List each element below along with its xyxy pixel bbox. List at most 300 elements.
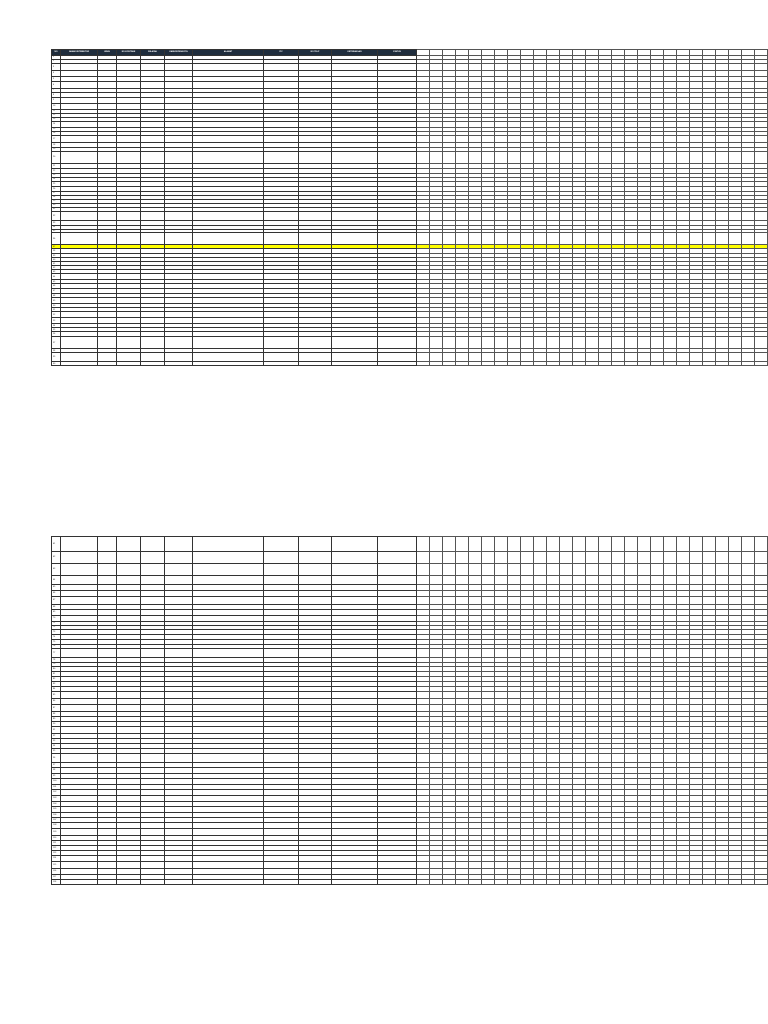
empty-cell bbox=[573, 212, 586, 221]
empty-cell bbox=[690, 649, 703, 658]
table-cell bbox=[141, 576, 165, 585]
table-cell bbox=[332, 152, 378, 164]
empty-cell bbox=[469, 576, 482, 585]
empty-cell bbox=[586, 880, 599, 885]
table-cell bbox=[378, 880, 417, 885]
empty-cell bbox=[664, 829, 677, 836]
empty-cell bbox=[482, 829, 495, 836]
empty-cell bbox=[508, 353, 521, 362]
empty-cell bbox=[430, 64, 443, 71]
table-cell bbox=[98, 705, 117, 712]
empty-cell bbox=[443, 362, 456, 366]
table-cell: 30 bbox=[52, 204, 61, 208]
empty-cell bbox=[664, 727, 677, 734]
empty-cell bbox=[508, 727, 521, 734]
empty-cell bbox=[625, 754, 638, 763]
empty-cell bbox=[534, 136, 547, 143]
table-cell: 27 bbox=[52, 192, 61, 196]
empty-cell bbox=[651, 829, 664, 836]
table-cell: 26 bbox=[52, 187, 61, 192]
empty-cell bbox=[482, 649, 495, 658]
table-row bbox=[52, 727, 768, 734]
empty-cell bbox=[456, 82, 469, 89]
empty-cell bbox=[586, 212, 599, 221]
empty-cell bbox=[547, 136, 560, 143]
empty-cell bbox=[703, 692, 716, 699]
table-cell: 32 bbox=[52, 212, 61, 221]
empty-cell bbox=[430, 337, 443, 349]
table-cell bbox=[117, 705, 141, 712]
spreadsheet-page-2 bbox=[51, 536, 719, 885]
empty-cell bbox=[716, 862, 729, 869]
empty-cell bbox=[430, 353, 443, 362]
empty-cell bbox=[638, 576, 651, 585]
table-cell: 108 bbox=[52, 823, 61, 829]
column-header: NAMA DISTRIBUTOR bbox=[61, 50, 98, 56]
empty-cell bbox=[586, 82, 599, 89]
empty-cell bbox=[534, 353, 547, 362]
empty-cell bbox=[534, 212, 547, 221]
table-cell: 80 bbox=[52, 667, 61, 672]
table-cell: 57 bbox=[52, 337, 61, 349]
empty-cell bbox=[677, 597, 690, 605]
empty-cell bbox=[625, 692, 638, 699]
table-cell bbox=[165, 727, 193, 734]
table-cell bbox=[141, 829, 165, 836]
empty-cell bbox=[443, 727, 456, 734]
table-cell bbox=[264, 362, 299, 366]
table-cell: 3 bbox=[52, 64, 61, 71]
empty-cell bbox=[508, 705, 521, 712]
empty-cell bbox=[521, 880, 534, 885]
empty-cell bbox=[495, 862, 508, 869]
empty-cell bbox=[508, 597, 521, 605]
table-cell bbox=[61, 362, 98, 366]
empty-cell bbox=[638, 727, 651, 734]
table-cell bbox=[141, 537, 165, 552]
empty-cell bbox=[651, 705, 664, 712]
table-cell bbox=[264, 649, 299, 658]
table-cell: 55 bbox=[52, 328, 61, 332]
empty-cell bbox=[703, 136, 716, 143]
table-cell bbox=[332, 880, 378, 885]
table-cell bbox=[141, 692, 165, 699]
empty-cell bbox=[521, 705, 534, 712]
table-cell: 62 bbox=[52, 552, 61, 564]
empty-cell bbox=[456, 152, 469, 164]
table-cell bbox=[264, 597, 299, 605]
empty-cell bbox=[469, 862, 482, 869]
empty-cell bbox=[586, 597, 599, 605]
empty-cell bbox=[482, 136, 495, 143]
distributor-table-2 bbox=[51, 536, 768, 885]
empty-cell bbox=[690, 576, 703, 585]
table-cell: 49 bbox=[52, 298, 61, 304]
table-cell bbox=[165, 564, 193, 576]
table-cell bbox=[165, 692, 193, 699]
table-cell: 1 bbox=[52, 56, 61, 60]
empty-cell bbox=[417, 212, 430, 221]
table-cell bbox=[378, 362, 417, 366]
empty-cell bbox=[638, 862, 651, 869]
table-cell: 42 bbox=[52, 266, 61, 270]
empty-cell bbox=[508, 564, 521, 576]
table-cell: 98 bbox=[52, 768, 61, 774]
table-cell bbox=[193, 337, 264, 349]
empty-cell bbox=[703, 552, 716, 564]
table-cell bbox=[165, 576, 193, 585]
empty-cell bbox=[534, 829, 547, 836]
empty-cell bbox=[677, 576, 690, 585]
table-cell: 8 bbox=[52, 93, 61, 98]
table-cell: 64 bbox=[52, 576, 61, 585]
table-cell: 90 bbox=[52, 722, 61, 727]
empty-cell bbox=[534, 649, 547, 658]
table-cell bbox=[165, 597, 193, 605]
empty-cell bbox=[755, 362, 768, 366]
table-cell bbox=[299, 353, 332, 362]
empty-cell bbox=[664, 705, 677, 712]
empty-cell bbox=[508, 64, 521, 71]
empty-cell bbox=[560, 136, 573, 143]
empty-cell bbox=[716, 537, 729, 552]
table-cell bbox=[332, 862, 378, 869]
table-cell: 25 bbox=[52, 182, 61, 187]
empty-cell bbox=[612, 880, 625, 885]
table-row bbox=[52, 64, 768, 71]
empty-cell bbox=[664, 564, 677, 576]
empty-cell bbox=[521, 64, 534, 71]
table-cell bbox=[378, 64, 417, 71]
table-cell bbox=[193, 64, 264, 71]
table-cell bbox=[299, 880, 332, 885]
empty-cell bbox=[573, 754, 586, 763]
table-cell bbox=[299, 597, 332, 605]
empty-cell bbox=[547, 537, 560, 552]
table-cell bbox=[61, 576, 98, 585]
empty-cell bbox=[443, 537, 456, 552]
empty-cell bbox=[703, 337, 716, 349]
empty-cell bbox=[651, 82, 664, 89]
empty-cell bbox=[521, 564, 534, 576]
empty-cell bbox=[651, 727, 664, 734]
table-cell: 72 bbox=[52, 626, 61, 630]
empty-cell bbox=[443, 82, 456, 89]
empty-cell bbox=[521, 727, 534, 734]
empty-cell bbox=[755, 829, 768, 836]
empty-cell bbox=[625, 862, 638, 869]
table-cell bbox=[332, 233, 378, 245]
table-cell bbox=[61, 233, 98, 245]
empty-cell bbox=[612, 705, 625, 712]
table-cell bbox=[61, 597, 98, 605]
empty-cell bbox=[703, 597, 716, 605]
empty-cell bbox=[443, 64, 456, 71]
table-cell bbox=[332, 576, 378, 585]
empty-cell bbox=[573, 862, 586, 869]
table-cell bbox=[165, 705, 193, 712]
table-cell: 23 bbox=[52, 174, 61, 178]
empty-cell bbox=[690, 552, 703, 564]
table-cell: 117 bbox=[52, 875, 61, 880]
table-cell: 5 bbox=[52, 77, 61, 82]
empty-cell bbox=[677, 552, 690, 564]
table-cell: 109 bbox=[52, 829, 61, 836]
empty-cell bbox=[599, 564, 612, 576]
table-cell: 73 bbox=[52, 630, 61, 635]
table-cell bbox=[98, 880, 117, 885]
empty-cell bbox=[742, 692, 755, 699]
empty-cell bbox=[560, 337, 573, 349]
empty-cell bbox=[573, 362, 586, 366]
empty-cell bbox=[599, 705, 612, 712]
empty-cell bbox=[625, 212, 638, 221]
empty-cell bbox=[482, 862, 495, 869]
empty-cell bbox=[469, 136, 482, 143]
empty-cell bbox=[651, 564, 664, 576]
empty-cell bbox=[534, 152, 547, 164]
empty-cell bbox=[677, 537, 690, 552]
empty-cell bbox=[469, 754, 482, 763]
empty-cell bbox=[599, 597, 612, 605]
empty-cell bbox=[677, 754, 690, 763]
empty-cell bbox=[664, 337, 677, 349]
empty-cell bbox=[703, 649, 716, 658]
table-cell bbox=[299, 829, 332, 836]
empty-cell bbox=[625, 64, 638, 71]
table-cell: 11 bbox=[52, 110, 61, 114]
empty-cell bbox=[664, 136, 677, 143]
table-cell bbox=[378, 649, 417, 658]
empty-cell bbox=[443, 136, 456, 143]
empty-cell bbox=[612, 862, 625, 869]
table-cell bbox=[165, 362, 193, 366]
empty-cell bbox=[625, 880, 638, 885]
empty-cell bbox=[534, 537, 547, 552]
empty-cell bbox=[651, 597, 664, 605]
table-cell bbox=[264, 754, 299, 763]
table-cell bbox=[141, 233, 165, 245]
empty-cell bbox=[547, 862, 560, 869]
table-row bbox=[52, 692, 768, 699]
empty-cell bbox=[469, 362, 482, 366]
column-header: ALAMAT bbox=[193, 50, 264, 56]
empty-cell bbox=[742, 82, 755, 89]
table-cell bbox=[98, 552, 117, 564]
empty-cell bbox=[755, 705, 768, 712]
empty-cell bbox=[547, 152, 560, 164]
table-cell: 51 bbox=[52, 308, 61, 312]
empty-cell bbox=[547, 64, 560, 71]
table-row bbox=[52, 353, 768, 362]
table-cell bbox=[141, 353, 165, 362]
empty-cell bbox=[690, 727, 703, 734]
table-cell: 34 bbox=[52, 226, 61, 230]
empty-cell bbox=[599, 362, 612, 366]
table-cell bbox=[264, 576, 299, 585]
empty-cell bbox=[482, 82, 495, 89]
table-cell: 75 bbox=[52, 640, 61, 645]
table-cell: 21 bbox=[52, 164, 61, 169]
empty-cell bbox=[482, 362, 495, 366]
empty-cell bbox=[625, 705, 638, 712]
empty-cell bbox=[729, 862, 742, 869]
empty-cell bbox=[430, 727, 443, 734]
empty-cell bbox=[547, 649, 560, 658]
empty-cell bbox=[690, 692, 703, 699]
empty-cell bbox=[625, 597, 638, 605]
empty-cell bbox=[586, 754, 599, 763]
table-cell: 20 bbox=[52, 152, 61, 164]
empty-cell bbox=[430, 152, 443, 164]
empty-cell bbox=[430, 136, 443, 143]
empty-cell bbox=[716, 152, 729, 164]
table-cell bbox=[165, 537, 193, 552]
empty-cell bbox=[625, 649, 638, 658]
empty-cell bbox=[456, 564, 469, 576]
table-cell: 67 bbox=[52, 597, 61, 605]
empty-cell bbox=[742, 564, 755, 576]
table-cell bbox=[378, 862, 417, 869]
table-cell: 71 bbox=[52, 622, 61, 626]
empty-cell bbox=[430, 564, 443, 576]
empty-cell bbox=[417, 362, 430, 366]
empty-cell bbox=[573, 727, 586, 734]
empty-cell bbox=[469, 82, 482, 89]
table-cell bbox=[378, 136, 417, 143]
empty-cell bbox=[430, 552, 443, 564]
empty-cell bbox=[664, 862, 677, 869]
table-cell bbox=[193, 82, 264, 89]
empty-cell bbox=[690, 136, 703, 143]
empty-cell bbox=[664, 649, 677, 658]
empty-cell bbox=[742, 576, 755, 585]
table-cell: 10 bbox=[52, 104, 61, 110]
empty-cell bbox=[716, 564, 729, 576]
table-cell bbox=[332, 82, 378, 89]
empty-cell bbox=[508, 152, 521, 164]
empty-cell bbox=[482, 705, 495, 712]
empty-cell bbox=[729, 754, 742, 763]
empty-cell bbox=[716, 597, 729, 605]
empty-cell bbox=[443, 597, 456, 605]
table-cell bbox=[378, 576, 417, 585]
empty-cell bbox=[430, 597, 443, 605]
empty-cell bbox=[573, 82, 586, 89]
empty-cell bbox=[677, 564, 690, 576]
empty-cell bbox=[677, 337, 690, 349]
table-cell: 38 bbox=[52, 249, 61, 254]
empty-cell bbox=[547, 552, 560, 564]
empty-cell bbox=[456, 754, 469, 763]
table-cell bbox=[141, 597, 165, 605]
empty-cell bbox=[599, 862, 612, 869]
table-cell: 53 bbox=[52, 318, 61, 324]
empty-cell bbox=[612, 82, 625, 89]
empty-cell bbox=[469, 152, 482, 164]
empty-cell bbox=[469, 212, 482, 221]
empty-cell bbox=[729, 564, 742, 576]
table-cell bbox=[378, 552, 417, 564]
empty-cell bbox=[651, 576, 664, 585]
empty-cell bbox=[599, 727, 612, 734]
empty-cell bbox=[443, 705, 456, 712]
table-cell bbox=[141, 727, 165, 734]
table-cell bbox=[264, 353, 299, 362]
empty-cell bbox=[703, 564, 716, 576]
table-cell: 91 bbox=[52, 727, 61, 734]
table-cell bbox=[332, 212, 378, 221]
empty-cell bbox=[456, 212, 469, 221]
empty-cell bbox=[586, 705, 599, 712]
empty-cell bbox=[677, 82, 690, 89]
table-cell bbox=[332, 337, 378, 349]
table-cell bbox=[264, 152, 299, 164]
empty-cell bbox=[703, 705, 716, 712]
empty-cell bbox=[703, 233, 716, 245]
table-cell: 2 bbox=[52, 60, 61, 64]
table-cell bbox=[117, 754, 141, 763]
empty-cell bbox=[612, 576, 625, 585]
empty-cell bbox=[729, 552, 742, 564]
empty-cell bbox=[612, 552, 625, 564]
table-cell: 36 bbox=[52, 233, 61, 245]
table-cell bbox=[98, 576, 117, 585]
empty-cell bbox=[443, 862, 456, 869]
column-header: JENIS bbox=[98, 50, 117, 56]
table-cell bbox=[98, 692, 117, 699]
empty-cell bbox=[677, 362, 690, 366]
table-cell bbox=[141, 880, 165, 885]
table-cell bbox=[299, 754, 332, 763]
empty-cell bbox=[703, 862, 716, 869]
table-cell bbox=[117, 692, 141, 699]
empty-cell bbox=[560, 537, 573, 552]
empty-cell bbox=[534, 754, 547, 763]
column-header: WILAYAH bbox=[141, 50, 165, 56]
table-cell bbox=[165, 152, 193, 164]
table-cell bbox=[61, 552, 98, 564]
empty-cell bbox=[534, 552, 547, 564]
table-cell: 111 bbox=[52, 841, 61, 846]
table-cell bbox=[332, 362, 378, 366]
empty-cell bbox=[716, 649, 729, 658]
table-cell: 100 bbox=[52, 779, 61, 785]
empty-cell bbox=[521, 353, 534, 362]
table-cell bbox=[61, 152, 98, 164]
table-cell: 104 bbox=[52, 802, 61, 807]
empty-cell bbox=[651, 362, 664, 366]
table-cell bbox=[193, 152, 264, 164]
table-cell bbox=[165, 829, 193, 836]
empty-cell bbox=[495, 233, 508, 245]
empty-cell bbox=[755, 152, 768, 164]
table-row bbox=[52, 212, 768, 221]
empty-cell bbox=[599, 576, 612, 585]
empty-cell bbox=[586, 649, 599, 658]
empty-cell bbox=[443, 754, 456, 763]
empty-cell bbox=[573, 64, 586, 71]
empty-cell bbox=[534, 576, 547, 585]
table-cell bbox=[61, 136, 98, 143]
empty-cell bbox=[612, 233, 625, 245]
empty-cell bbox=[508, 82, 521, 89]
empty-cell bbox=[456, 362, 469, 366]
table-cell: 15 bbox=[52, 128, 61, 132]
table-cell bbox=[117, 537, 141, 552]
empty-cell bbox=[716, 727, 729, 734]
empty-cell bbox=[651, 152, 664, 164]
